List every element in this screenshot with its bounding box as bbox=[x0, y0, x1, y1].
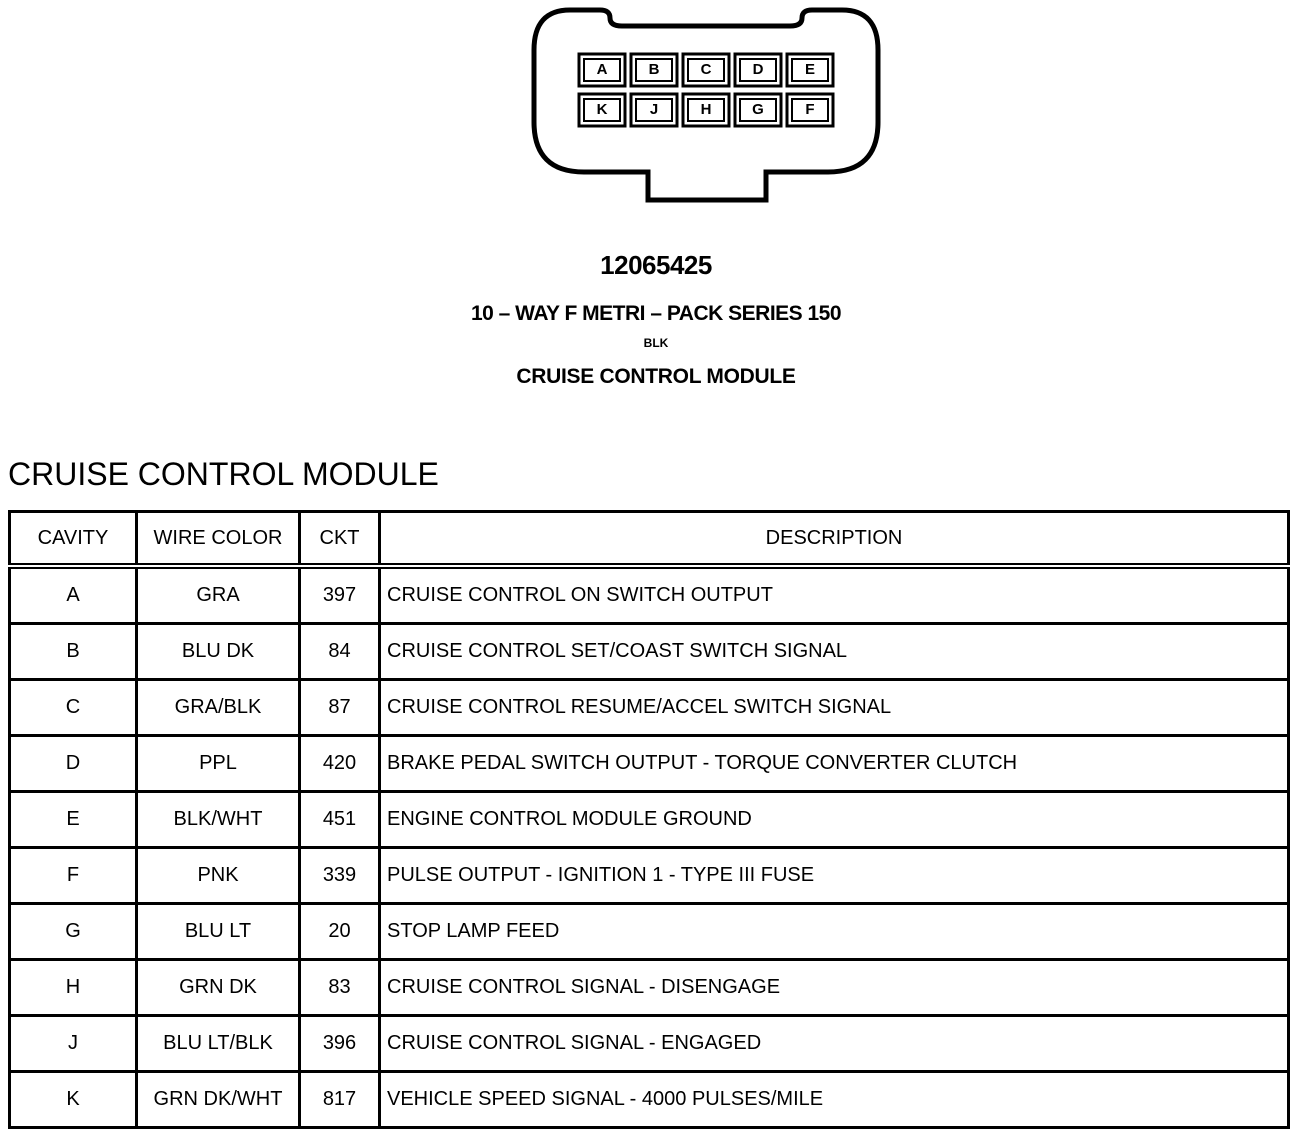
table-row bbox=[10, 680, 1289, 736]
cavity-label: G bbox=[752, 101, 764, 118]
cell-description: CRUISE CONTROL SIGNAL - DISENGAGE bbox=[380, 960, 1289, 1016]
cell-cavity: K bbox=[10, 1072, 137, 1128]
cell-ckt: 339 bbox=[300, 848, 380, 904]
cell-wire-color: BLK/WHT bbox=[137, 792, 300, 848]
table-row bbox=[10, 848, 1289, 904]
cell-wire-color: BLU LT bbox=[137, 904, 300, 960]
cell-ckt: 87 bbox=[300, 680, 380, 736]
header-ckt: CKT bbox=[300, 512, 380, 567]
cell-description: VEHICLE SPEED SIGNAL - 4000 PULSES/MILE bbox=[380, 1072, 1289, 1128]
table-row bbox=[10, 624, 1289, 680]
cavity-label: K bbox=[596, 101, 608, 118]
cell-cavity: E bbox=[10, 792, 137, 848]
cell-cavity: F bbox=[10, 848, 137, 904]
cell-wire-color: GRN DK/WHT bbox=[137, 1072, 300, 1128]
connector-color: BLK bbox=[643, 336, 669, 350]
cell-ckt: 397 bbox=[300, 566, 380, 624]
cell-ckt: 817 bbox=[300, 1072, 380, 1128]
cell-description: STOP LAMP FEED bbox=[380, 904, 1289, 960]
cell-wire-color: PNK bbox=[137, 848, 300, 904]
cell-cavity: A bbox=[10, 566, 137, 624]
connector-face-diagram bbox=[528, 4, 884, 210]
header-cavity: CAVITY bbox=[10, 512, 137, 567]
part-number: 12065425 bbox=[600, 250, 712, 280]
pinout-table bbox=[8, 510, 1290, 1129]
cell-wire-color: BLU DK bbox=[137, 624, 300, 680]
cell-cavity: J bbox=[10, 1016, 137, 1072]
cavity-label: A bbox=[596, 61, 608, 78]
cavity-label: D bbox=[752, 61, 764, 78]
table-title: CRUISE CONTROL MODULE bbox=[8, 456, 439, 492]
cavity-label: E bbox=[804, 61, 815, 78]
table-row bbox=[10, 792, 1289, 848]
cell-wire-color: GRA/BLK bbox=[137, 680, 300, 736]
cell-cavity: H bbox=[10, 960, 137, 1016]
table-row bbox=[10, 566, 1289, 624]
cavity-label: H bbox=[700, 101, 712, 118]
header-description: DESCRIPTION bbox=[380, 512, 1289, 567]
cell-ckt: 84 bbox=[300, 624, 380, 680]
table-row bbox=[10, 960, 1289, 1016]
header-wire-color: WIRE COLOR bbox=[137, 512, 300, 567]
cell-description: CRUISE CONTROL SET/COAST SWITCH SIGNAL bbox=[380, 624, 1289, 680]
table-row bbox=[10, 736, 1289, 792]
cell-wire-color: PPL bbox=[137, 736, 300, 792]
cell-description: CRUISE CONTROL RESUME/ACCEL SWITCH SIGNAL bbox=[380, 680, 1289, 736]
cell-ckt: 20 bbox=[300, 904, 380, 960]
cell-description: ENGINE CONTROL MODULE GROUND bbox=[380, 792, 1289, 848]
connector-module-name: CRUISE CONTROL MODULE bbox=[516, 365, 796, 388]
table-row bbox=[10, 1072, 1289, 1128]
cell-ckt: 451 bbox=[300, 792, 380, 848]
cell-ckt: 83 bbox=[300, 960, 380, 1016]
cavity-label: B bbox=[648, 61, 660, 78]
cell-wire-color: BLU LT/BLK bbox=[137, 1016, 300, 1072]
cell-description: BRAKE PEDAL SWITCH OUTPUT - TORQUE CONVERTER CLUTCH bbox=[380, 736, 1289, 792]
cell-description: CRUISE CONTROL SIGNAL - ENGAGED bbox=[380, 1016, 1289, 1072]
cell-wire-color: GRA bbox=[137, 566, 300, 624]
cavity-label: F bbox=[805, 101, 815, 118]
cavity-label: C bbox=[700, 61, 712, 78]
cell-description: PULSE OUTPUT - IGNITION 1 - TYPE III FUSE bbox=[380, 848, 1289, 904]
cell-cavity: D bbox=[10, 736, 137, 792]
cell-cavity: G bbox=[10, 904, 137, 960]
cell-cavity: C bbox=[10, 680, 137, 736]
cell-ckt: 396 bbox=[300, 1016, 380, 1072]
table-header-row bbox=[10, 512, 1289, 567]
connector-series: 10 – WAY F METRI – PACK SERIES 150 bbox=[470, 302, 842, 325]
table-row bbox=[10, 1016, 1289, 1072]
cavity-label: J bbox=[649, 101, 659, 118]
table-row bbox=[10, 904, 1289, 960]
cell-wire-color: GRN DK bbox=[137, 960, 300, 1016]
cell-ckt: 420 bbox=[300, 736, 380, 792]
cell-cavity: B bbox=[10, 624, 137, 680]
cell-description: CRUISE CONTROL ON SWITCH OUTPUT bbox=[380, 566, 1289, 624]
